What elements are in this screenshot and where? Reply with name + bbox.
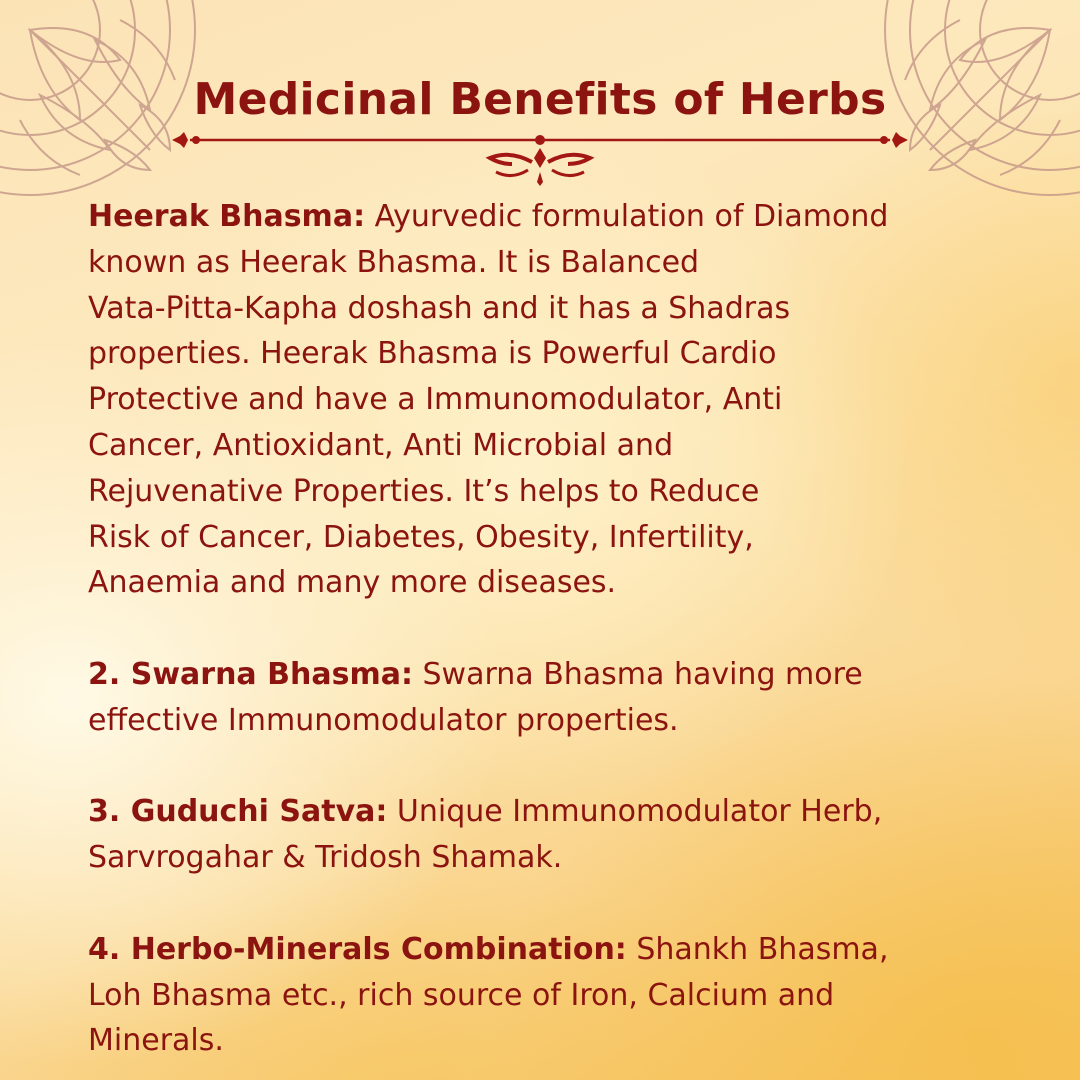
item-text: Swarna Bhasma having more bbox=[412, 656, 863, 692]
text-line bbox=[88, 789, 1048, 835]
text-line: Protective and have a Immunomodulator, Anti bbox=[88, 382, 783, 418]
item-heading: Heerak Bhasma: bbox=[88, 199, 366, 234]
text-line: Anaemia and many more diseases. bbox=[88, 565, 617, 601]
item-heading: 4. Herbo-Minerals Combination: bbox=[88, 931, 627, 967]
text-line: Rejuvenative Properties. It’s helps to Reduce bbox=[88, 473, 760, 509]
text-line: Minerals. bbox=[88, 1023, 224, 1059]
paragraph-gap bbox=[88, 606, 1048, 652]
herb-benefits-list bbox=[88, 194, 1048, 1064]
text-line bbox=[88, 927, 1048, 973]
list-item-heerak-bhasma bbox=[88, 194, 1048, 606]
text-line: known as Heerak Bhasma. It is Balanced bbox=[88, 244, 700, 280]
page-title: Medicinal Benefits of Herbs bbox=[193, 74, 887, 125]
text-line: Vata-Pitta-Kapha doshash and it has a Shadras bbox=[88, 290, 791, 326]
title-divider-ornament-icon bbox=[160, 120, 920, 192]
text-line: Cancer, Antioxidant, Anti Microbial and bbox=[88, 427, 674, 463]
text-line bbox=[88, 652, 1048, 698]
paragraph-gap bbox=[88, 881, 1048, 927]
item-text: Ayurvedic formulation of Diamond bbox=[365, 199, 889, 234]
text-line: Sarvrogahar & Tridosh Shamak. bbox=[88, 840, 563, 876]
list-item-guduchi-satva bbox=[88, 789, 1048, 881]
text-line bbox=[88, 194, 1048, 240]
text-line: effective Immunomodulator properties. bbox=[88, 702, 679, 738]
item-heading: 2. Swarna Bhasma: bbox=[88, 656, 413, 692]
text-line: Risk of Cancer, Diabetes, Obesity, Infertility, bbox=[88, 519, 754, 555]
list-item-herbo-minerals bbox=[88, 927, 1048, 1064]
item-heading: 3. Guduchi Satva: bbox=[88, 794, 388, 830]
text-line: Loh Bhasma etc., rich source of Iron, Calcium and bbox=[88, 977, 835, 1013]
list-item-swarna-bhasma bbox=[88, 652, 1048, 744]
text-line: properties. Heerak Bhasma is Powerful Cardio bbox=[88, 336, 777, 372]
item-text: Shankh Bhasma, bbox=[626, 931, 889, 967]
paragraph-gap bbox=[88, 744, 1048, 790]
item-text: Unique Immunomodulator Herb, bbox=[387, 794, 883, 830]
